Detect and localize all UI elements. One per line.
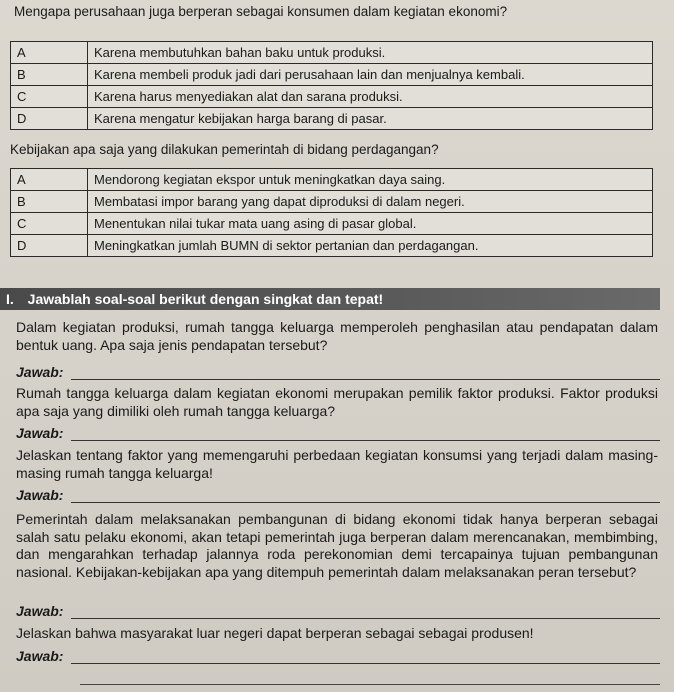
option-row[interactable] [11, 169, 653, 191]
option-row[interactable] [11, 235, 653, 257]
option-text: Mendorong kegiatan ekspor untuk meningkatkan daya saing. [88, 169, 653, 191]
essay-text: Jelaskan tentang faktor yang memengaruhi perbedaan kegiatan konsumsi yang terjadi dalam masing-masing rumah tangga keluarga! [16, 447, 658, 481]
essay-question-3 [16, 447, 658, 482]
answer-line-4[interactable] [16, 603, 660, 619]
answer-line-5[interactable] [16, 648, 660, 664]
option-letter: B [11, 191, 88, 213]
answer-blank[interactable] [71, 367, 660, 380]
section-number: I. [6, 291, 14, 307]
question-1-text: Mengapa perusahaan juga berperan sebagai konsumen dalam kegiatan ekonomi? [14, 4, 508, 19]
answer-label: Jawab: [16, 487, 64, 503]
option-letter: D [11, 235, 88, 257]
answer-line-1[interactable] [16, 364, 660, 380]
answer-blank[interactable] [71, 490, 660, 503]
option-text: Karena mengatur kebijakan harga barang di pasar. [88, 108, 653, 130]
answer-blank[interactable] [71, 428, 660, 441]
option-text: Menentukan nilai tukar mata uang asing di pasar global. [88, 213, 653, 235]
option-text: Karena harus menyediakan alat dan sarana produksi. [88, 86, 653, 108]
essay-question-1 [16, 319, 658, 354]
option-letter: D [11, 108, 88, 130]
question-1-options [10, 41, 653, 130]
answer-label: Jawab: [16, 425, 64, 441]
question-2-text: Kebijakan apa saja yang dilakukan pemerintah di bidang perdagangan? [10, 142, 439, 157]
essay-question-2 [16, 385, 658, 420]
option-text: Membatasi impor barang yang dapat diproduksi di dalam negeri. [88, 191, 653, 213]
answer-label: Jawab: [16, 603, 64, 619]
section-header [0, 288, 660, 310]
essay-text: Rumah tangga keluarga dalam kegiatan ekonomi merupakan pemilik faktor produksi. Faktor produksi apa saja yang dimiliki oleh rumah tangga keluarga? [16, 385, 658, 419]
option-letter: C [11, 86, 88, 108]
extra-answer-line[interactable] [80, 684, 660, 685]
option-row[interactable] [11, 191, 653, 213]
answer-label: Jawab: [16, 648, 64, 664]
option-letter: C [11, 213, 88, 235]
essay-text: Pemerintah dalam melaksanakan pembangunan di bidang ekonomi tidak hanya berperan sebagai salah satu pelaku ekonomi, akan tetapi pemerintah juga berperan dalam merencanakan, membimbing, dan mengarahkan terhadap jalannya roda perekonomian demi tercapainya tujuan pembangunan nasional. Kebijakan-kebijakan apa yang ditempuh pemerintah dalam melaksanakan peran tersebut? [16, 511, 658, 580]
option-text: Karena membeli produk jadi dari perusahaan lain dan menjualnya kembali. [88, 64, 653, 86]
answer-blank[interactable] [71, 651, 660, 664]
option-text: Meningkatkan jumlah BUMN di sektor pertanian dan perdagangan. [88, 235, 653, 257]
option-letter: A [11, 42, 88, 64]
answer-label: Jawab: [16, 364, 64, 380]
answer-line-2[interactable] [16, 425, 660, 441]
option-row[interactable] [11, 64, 653, 86]
answer-blank[interactable] [71, 606, 660, 619]
answer-line-3[interactable] [16, 487, 660, 503]
essay-text: Jelaskan bahwa masyarakat luar negeri dapat berperan sebagai sebagai produsen! [16, 625, 534, 641]
section-title: Jawablah soal-soal berikut dengan singkat dan tepat! [27, 291, 384, 307]
option-row[interactable] [11, 213, 653, 235]
option-letter: A [11, 169, 88, 191]
option-row[interactable] [11, 42, 653, 64]
essay-text: Dalam kegiatan produksi, rumah tangga keluarga memperoleh penghasilan atau pendapatan dalam bentuk uang. Apa saja jenis pendapatan tersebut? [16, 319, 658, 353]
option-row[interactable] [11, 108, 653, 130]
essay-question-5 [16, 625, 658, 643]
option-text: Karena membutuhkan bahan baku untuk produksi. [88, 42, 653, 64]
option-letter: B [11, 64, 88, 86]
essay-question-4 [16, 511, 658, 581]
option-row[interactable] [11, 86, 653, 108]
question-2-options [10, 168, 653, 257]
